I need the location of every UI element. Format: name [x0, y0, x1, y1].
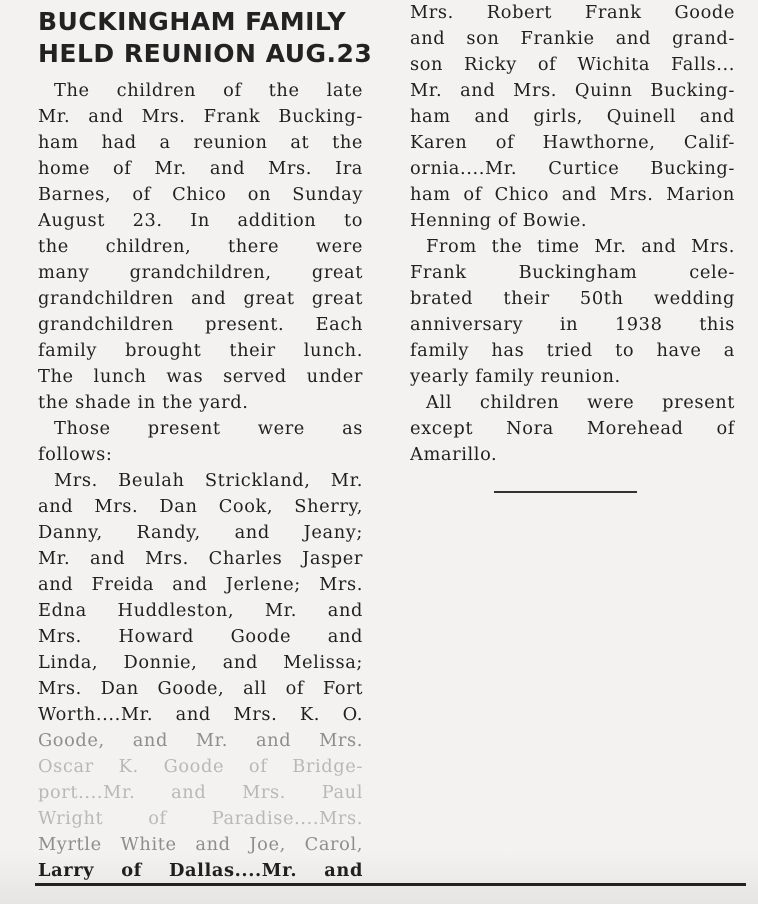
text-line: Mr. and Mrs. Quinn Bucking- [410, 80, 735, 101]
text-line: Mr. and Mrs. Charles Jasper [38, 548, 363, 569]
text-line: anniversary in 1938 this [410, 314, 735, 335]
text-line: Larry of Dallas....Mr. and [38, 860, 363, 881]
text-line: Worth....Mr. and Mrs. K. O. [38, 704, 363, 725]
text-line: From the time Mr. and Mrs. [426, 236, 735, 257]
text-line: Edna Huddleston, Mr. and [38, 600, 363, 621]
text-line: Oscar K. Goode of Bridge- [38, 756, 363, 777]
headline-line-2: HELD REUNION AUG.23 [38, 39, 373, 68]
bottom-rule [35, 883, 746, 886]
text-line: ham and girls, Quinell and [410, 106, 735, 127]
text-line: Mrs. Beulah Strickland, Mr. [54, 470, 363, 491]
text-line: son Ricky of Wichita Falls... [410, 54, 735, 75]
text-line: Danny, Randy, and Jeany; [38, 522, 363, 543]
text-line: Mr. and Mrs. Frank Bucking- [38, 106, 363, 127]
text-line: ham of Chico and Mrs. Marion [410, 184, 735, 205]
text-line: Linda, Donnie, and Melissa; [38, 652, 363, 673]
text-line: brated their 50th wedding [410, 288, 735, 309]
text-line: Mrs. Robert Frank Goode [410, 2, 735, 23]
section-divider [494, 491, 637, 493]
text-line: grandchildren present. Each [38, 314, 363, 335]
text-line: grandchildren and great great [38, 288, 363, 309]
text-line: many grandchildren, great [38, 262, 363, 283]
text-line: home of Mr. and Mrs. Ira [38, 158, 363, 179]
text-line: Wright of Paradise....Mrs. [38, 808, 363, 829]
text-line: and son Frankie and grand- [410, 28, 735, 49]
right-column [410, 0, 735, 468]
text-line: The children of the late [54, 80, 363, 101]
text-line: The lunch was served under [38, 366, 363, 387]
text-line: family has tried to have a [410, 340, 735, 361]
text-line: Mrs. Howard Goode and [38, 626, 363, 647]
text-line: Mrs. Dan Goode, all of Fort [38, 678, 363, 699]
text-line: Myrtle White and Joe, Carol, [38, 834, 363, 855]
text-line: Henning of Bowie. [410, 210, 588, 231]
text-line: August 23. In addition to [38, 210, 363, 231]
text-line: ornia....Mr. Curtice Bucking- [410, 158, 735, 179]
text-line: Karen of Hawthorne, Calif- [410, 132, 735, 153]
text-line: Goode, and Mr. and Mrs. [38, 730, 363, 751]
text-line: Amarillo. [410, 444, 498, 465]
text-line: Barnes, of Chico on Sunday [38, 184, 363, 205]
text-line: All children were present [426, 392, 735, 413]
text-line: the shade in the yard. [38, 392, 249, 413]
text-line: follows: [38, 444, 113, 465]
text-line: family brought their lunch. [38, 340, 363, 361]
left-column [38, 78, 363, 884]
text-line: the children, there were [38, 236, 363, 257]
headline [38, 6, 383, 70]
text-line: port....Mr. and Mrs. Paul [38, 782, 363, 803]
text-line: yearly family reunion. [410, 366, 621, 387]
text-line: Frank Buckingham cele- [410, 262, 735, 283]
text-line: except Nora Morehead of [410, 418, 735, 439]
text-line: Those present were as [54, 418, 363, 439]
text-line: and Freida and Jerlene; Mrs. [38, 574, 363, 595]
text-line: and Mrs. Dan Cook, Sherry, [38, 496, 363, 517]
text-line: ham had a reunion at the [38, 132, 363, 153]
headline-line-1: BUCKINGHAM FAMILY [38, 7, 347, 36]
